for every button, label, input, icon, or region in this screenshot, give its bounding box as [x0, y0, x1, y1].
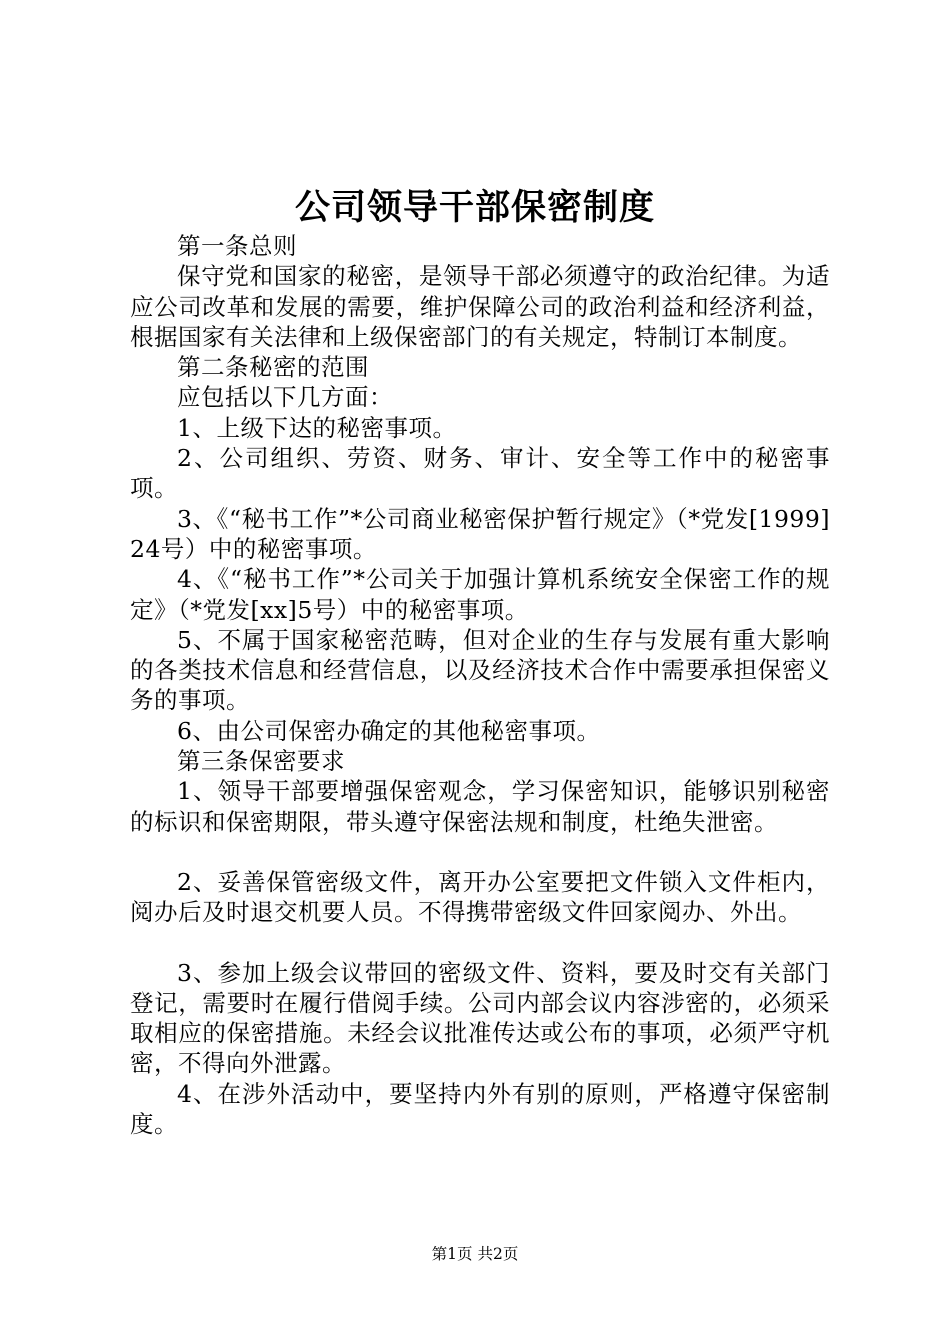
- requirement-item-3: 3、参加上级会议带回的密级文件、资料，要及时交有关部门登记，需要时在履行借阅手续。公司内部会议内容涉密的，必须采取相应的保密措施。未经会议批准传达或公布的事项，必须严守机密，不得向外泄露。: [130, 958, 830, 1078]
- requirement-item-1: 1、领导干部要增强保密观念，学习保密知识，能够识别秘密的标识和保密期限，带头遵守保密法规和制度，杜绝失泄密。: [130, 777, 830, 836]
- page-total: 共2页: [477, 1245, 519, 1263]
- scope-item-2: 2、公司组织、劳资、财务、审计、安全等工作中的秘密事项。: [130, 444, 830, 503]
- requirement-item-4: 4、在涉外活动中，要坚持内外有别的原则，严格遵守保密制度。: [130, 1079, 830, 1139]
- section-heading-general: 第一条总则: [177, 232, 297, 260]
- paragraph-general: 保守党和国家的秘密，是领导干部必须遵守的政治纪律。为适应公司改革和发展的需要，维护保障公司的政治利益和经济利益，根据国家有关法律和上级保密部门的有关规定，特制订本制度。: [130, 262, 830, 351]
- scope-item-6: 6、由公司保密办确定的其他秘密事项。: [177, 716, 601, 745]
- scope-item-5: 5、不属于国家秘密范畴，但对企业的生存与发展有重大影响的各类技术信息和经营信息，以及经济技术合作中需要承担保密义务的事项。: [130, 625, 830, 715]
- page-footer: [0, 1243, 950, 1265]
- scope-item-4: 4、《“秘书工作”*公司关于加强计算机系统安全保密工作的规定》（*党发[xx]5号）中的秘密事项。: [130, 565, 830, 624]
- section-heading-scope: 第二条秘密的范围: [177, 353, 369, 382]
- scope-item-1: 1、上级下达的秘密事项。: [177, 413, 457, 442]
- requirement-item-2: 2、妥善保管密级文件，离开办公室要把文件锁入文件柜内，阅办后及时退交机要人员。不得携带密级文件回家阅办、外出。: [130, 867, 830, 927]
- paragraph-scope-intro: 应包括以下几方面：: [177, 383, 393, 412]
- page-number: 第1页: [431, 1245, 473, 1263]
- scope-item-3: 3、《“秘书工作”*公司商业秘密保护暂行规定》（*党发[1999]24号）中的秘密事项。: [130, 504, 830, 563]
- document-body: [130, 231, 830, 1139]
- section-heading-requirements: 第三条保密要求: [177, 747, 345, 776]
- document-title: 公司领导干部保密制度: [294, 187, 655, 228]
